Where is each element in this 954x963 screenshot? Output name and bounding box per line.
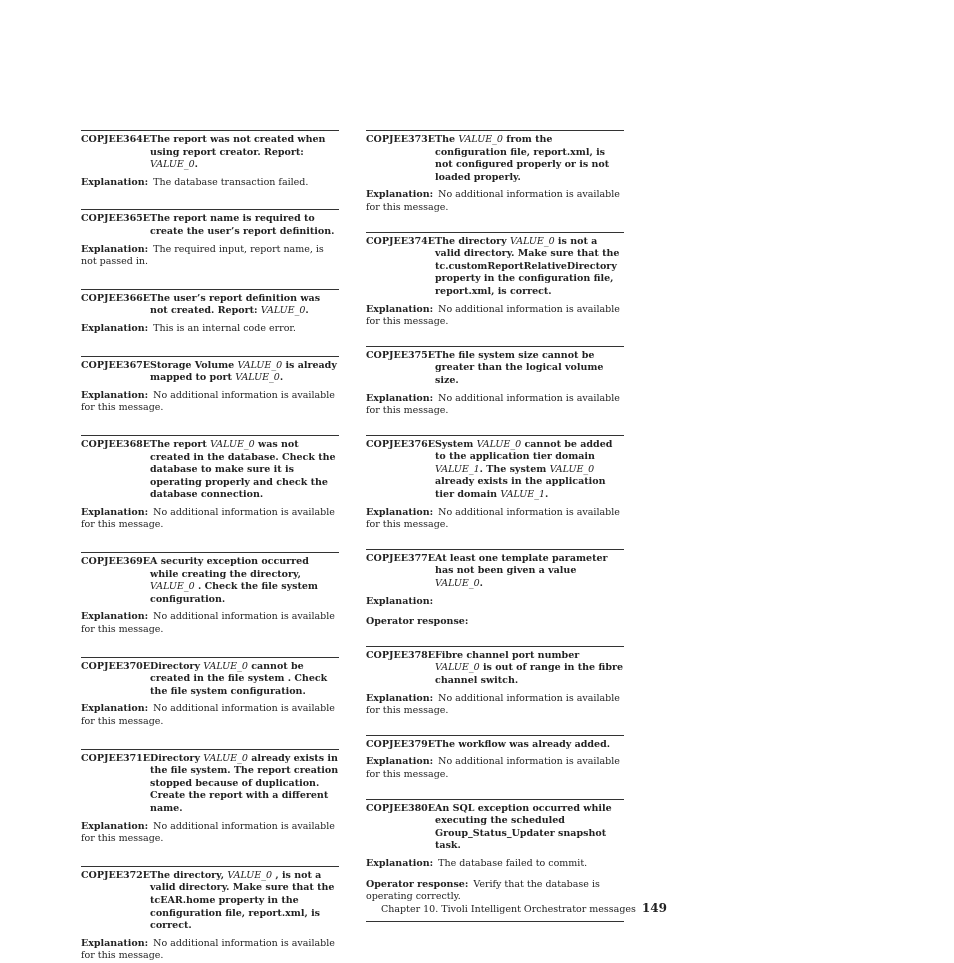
explanation-label: Explanation: bbox=[81, 611, 149, 623]
message-variable: VALUE_0 bbox=[210, 438, 255, 450]
message-fragment: was not created in the database. Check the database to make sure it is operating properly and check the database connection. bbox=[150, 438, 336, 501]
message-variable: VALUE_0 bbox=[458, 134, 503, 145]
message-header bbox=[366, 650, 624, 688]
message-entry bbox=[81, 866, 339, 963]
explanation-label: Explanation: bbox=[366, 756, 434, 768]
message-variable: VALUE_0 bbox=[237, 359, 283, 371]
explanation-label: Explanation: bbox=[366, 506, 434, 518]
explanation-text: The required input, report name, is not passed in. bbox=[81, 243, 324, 268]
message-header bbox=[366, 236, 624, 299]
message-fragment: from the configuration file, report.xml, is not configured properly or is not loaded properly. bbox=[435, 134, 610, 183]
explanation-text: The database transaction failed. bbox=[153, 176, 309, 188]
explanation-label: Explanation: bbox=[81, 243, 149, 255]
message-fragment: The directory bbox=[435, 235, 511, 247]
operator-response bbox=[366, 879, 624, 904]
message-text bbox=[150, 870, 339, 933]
message-text bbox=[150, 661, 339, 699]
message-variable: VALUE_1 bbox=[500, 489, 546, 501]
message-fragment: The workflow was already added. bbox=[435, 738, 611, 750]
message-header bbox=[81, 753, 339, 816]
explanation-text: The database failed to commit. bbox=[438, 857, 588, 869]
message-variable: VALUE_0 bbox=[203, 660, 248, 672]
explanation bbox=[366, 393, 624, 418]
message-fragment: An SQL exception occurred while executing the scheduled Group_Status_Updater snapshot task. bbox=[435, 802, 612, 852]
message-fragment: Fibre channel port number bbox=[435, 649, 580, 661]
message-fragment: The file system size cannot be greater than the logical volume size. bbox=[435, 349, 604, 386]
message-header bbox=[81, 870, 339, 933]
message-entry bbox=[81, 356, 339, 435]
explanation-label: Explanation: bbox=[81, 506, 149, 518]
message-entry bbox=[81, 289, 339, 356]
operator-response bbox=[366, 616, 624, 629]
message-entry bbox=[81, 435, 339, 552]
right-column bbox=[366, 130, 624, 922]
message-variable: VALUE_0 bbox=[150, 581, 195, 593]
explanation bbox=[366, 189, 624, 214]
page-number: 149 bbox=[641, 901, 667, 915]
explanation bbox=[81, 703, 339, 728]
message-variable: VALUE_0 bbox=[510, 235, 555, 247]
explanation-label: Explanation: bbox=[81, 176, 149, 188]
explanation bbox=[81, 821, 339, 846]
explanation-label: Explanation: bbox=[81, 703, 149, 715]
message-entry bbox=[366, 646, 624, 735]
message-text bbox=[435, 134, 624, 184]
operator-response-label: Operator response: bbox=[366, 616, 469, 628]
message-fragment: The report bbox=[150, 438, 211, 450]
message-fragment: cannot be added to the application tier domain bbox=[435, 438, 613, 463]
message-entry bbox=[366, 435, 624, 549]
explanation-label: Explanation: bbox=[366, 392, 434, 404]
message-text bbox=[435, 439, 624, 502]
message-entry bbox=[366, 549, 624, 646]
explanation bbox=[366, 693, 624, 718]
explanation bbox=[81, 244, 339, 269]
explanation-label: Explanation: bbox=[81, 389, 149, 401]
message-code: COPJEE367E bbox=[81, 359, 151, 371]
message-header bbox=[366, 134, 624, 184]
explanation-text: No additional information is available for this message. bbox=[81, 937, 335, 962]
page-footer bbox=[381, 901, 667, 916]
explanation bbox=[366, 507, 624, 532]
message-header bbox=[81, 293, 339, 318]
message-code: COPJEE369E bbox=[81, 556, 151, 568]
message-header bbox=[81, 556, 339, 606]
message-text bbox=[150, 556, 339, 606]
explanation bbox=[81, 938, 339, 963]
message-header bbox=[366, 803, 624, 853]
message-entry bbox=[366, 735, 624, 799]
message-code: COPJEE373E bbox=[366, 134, 436, 145]
message-code: COPJEE374E bbox=[366, 235, 436, 247]
message-fragment: . bbox=[545, 489, 549, 501]
explanation-text: No additional information is available for this message. bbox=[366, 303, 620, 328]
message-text bbox=[150, 213, 339, 238]
explanation-text: No additional information is available for this message. bbox=[366, 392, 620, 417]
message-fragment: At least one template parameter has not been given a value bbox=[435, 552, 608, 577]
message-fragment: cannot be created in the file system . Check the file system configuration. bbox=[150, 660, 328, 697]
message-text bbox=[435, 236, 624, 299]
message-code: COPJEE377E bbox=[366, 552, 436, 564]
message-entry bbox=[81, 130, 339, 209]
operator-response-text: Verify that the database is operating correctly. bbox=[366, 878, 600, 903]
message-entry bbox=[366, 346, 624, 435]
message-code: COPJEE366E bbox=[81, 292, 151, 304]
message-entry bbox=[366, 232, 624, 346]
message-code: COPJEE371E bbox=[81, 752, 151, 764]
message-fragment: . bbox=[305, 305, 309, 317]
explanation-text: No additional information is available for this message. bbox=[366, 189, 620, 213]
explanation-label: Explanation: bbox=[81, 322, 149, 334]
message-header bbox=[366, 553, 624, 591]
explanation-text: No additional information is available for this message. bbox=[81, 611, 335, 636]
message-fragment: . bbox=[479, 578, 483, 590]
message-header bbox=[366, 350, 624, 388]
message-fragment: A security exception occurred while creating the directory, bbox=[150, 556, 309, 580]
message-entry bbox=[81, 209, 339, 288]
explanation-text: No additional information is available for this message. bbox=[81, 703, 335, 727]
explanation bbox=[81, 390, 339, 415]
message-code: COPJEE365E bbox=[81, 213, 151, 225]
explanation bbox=[81, 611, 339, 636]
message-code: COPJEE379E bbox=[366, 738, 436, 750]
message-text bbox=[435, 650, 624, 688]
explanation-text: No additional information is available for this message. bbox=[81, 506, 335, 531]
explanation-text: This is an internal code error. bbox=[153, 322, 296, 334]
message-variable: VALUE_0 bbox=[435, 662, 480, 674]
message-variable: VALUE_0 bbox=[203, 752, 248, 764]
message-text bbox=[150, 439, 339, 502]
message-entry bbox=[81, 657, 339, 749]
explanation-text: No additional information is available for this message. bbox=[81, 389, 335, 414]
message-header bbox=[366, 739, 624, 752]
footer-chapter: Chapter 10. Tivoli Intelligent Orchestrator messages bbox=[381, 904, 636, 915]
message-fragment: . bbox=[194, 159, 198, 171]
message-header bbox=[81, 439, 339, 502]
explanation-label: Explanation: bbox=[81, 937, 149, 949]
explanation bbox=[81, 323, 339, 336]
message-fragment: The user’s report definition was not created. Report: bbox=[150, 292, 321, 317]
message-fragment: System bbox=[435, 438, 477, 450]
message-text bbox=[150, 134, 339, 172]
explanation bbox=[366, 756, 624, 781]
message-text bbox=[435, 553, 624, 591]
message-variable: VALUE_1 bbox=[435, 463, 480, 475]
explanation bbox=[366, 858, 624, 871]
message-code: COPJEE376E bbox=[366, 438, 436, 450]
message-entry bbox=[366, 130, 624, 232]
message-code: COPJEE364E bbox=[81, 134, 151, 145]
message-header bbox=[81, 661, 339, 699]
message-fragment: The directory, bbox=[150, 869, 228, 881]
explanation bbox=[366, 304, 624, 329]
message-fragment: The report was not created when using report creator. Report: bbox=[150, 134, 326, 158]
explanation-label: Explanation: bbox=[366, 189, 434, 201]
message-header bbox=[81, 134, 339, 172]
message-text bbox=[150, 360, 339, 385]
message-fragment: Directory bbox=[150, 752, 204, 764]
message-fragment: is already mapped to port bbox=[150, 359, 337, 384]
message-variable: VALUE_0 bbox=[150, 159, 195, 171]
end-rule bbox=[366, 921, 624, 922]
message-fragment: Storage Volume bbox=[150, 359, 238, 371]
message-code: COPJEE372E bbox=[81, 869, 151, 881]
message-variable: VALUE_0 bbox=[549, 463, 595, 475]
message-fragment: The report name is required to create the user’s report definition. bbox=[150, 213, 335, 237]
operator-response-label: Operator response: bbox=[366, 878, 469, 890]
message-fragment: . bbox=[279, 372, 284, 384]
message-fragment: already exists in the application tier domain bbox=[435, 476, 606, 501]
explanation-label: Explanation: bbox=[366, 692, 434, 704]
message-text bbox=[150, 753, 339, 816]
message-header bbox=[81, 213, 339, 238]
message-variable: VALUE_0 bbox=[476, 438, 522, 450]
explanation-text: No additional information is available for this message. bbox=[366, 506, 620, 531]
explanation-text: No additional information is available for this message. bbox=[366, 692, 620, 717]
message-code: COPJEE368E bbox=[81, 438, 151, 450]
message-fragment: already exists in the file system. The report creation stopped because of duplication. Create the report with a different name. bbox=[150, 752, 339, 814]
message-fragment: Directory bbox=[150, 660, 204, 672]
explanation-label: Explanation: bbox=[366, 595, 434, 607]
explanation bbox=[366, 596, 624, 609]
message-code: COPJEE380E bbox=[366, 802, 436, 814]
explanation bbox=[81, 177, 339, 190]
message-fragment: is not a valid directory. Make sure that the tc.customReportRelativeDirectory property in the configuration file, report.xml, is correct. bbox=[435, 235, 620, 297]
message-fragment: , is not a valid directory. Make sure that the tcEAR.home property in the configuration file, report.xml, is correct. bbox=[150, 869, 335, 932]
explanation-text: No additional information is available for this message. bbox=[366, 756, 620, 780]
left-column bbox=[81, 130, 339, 963]
message-text bbox=[435, 350, 624, 388]
message-fragment: . The system bbox=[479, 463, 550, 475]
message-variable: VALUE_0 bbox=[260, 305, 306, 317]
message-code: COPJEE375E bbox=[366, 349, 436, 361]
message-variable: VALUE_0 bbox=[235, 372, 280, 384]
explanation-text: No additional information is available for this message. bbox=[81, 820, 335, 845]
explanation bbox=[81, 507, 339, 532]
message-text bbox=[435, 803, 624, 853]
message-header bbox=[366, 439, 624, 502]
message-fragment: The bbox=[435, 134, 459, 145]
message-text bbox=[150, 293, 339, 318]
message-variable: VALUE_0 bbox=[227, 869, 273, 881]
message-fragment: . Check the file system configuration. bbox=[150, 581, 318, 605]
message-fragment: is out of range in the fibre channel switch. bbox=[435, 662, 624, 686]
message-variable: VALUE_0 bbox=[435, 578, 480, 590]
explanation-label: Explanation: bbox=[366, 857, 434, 869]
explanation-label: Explanation: bbox=[81, 820, 149, 832]
message-header bbox=[81, 360, 339, 385]
message-code: COPJEE378E bbox=[366, 649, 436, 661]
message-entry bbox=[81, 749, 339, 866]
message-text bbox=[435, 739, 624, 752]
message-entry bbox=[81, 552, 339, 657]
explanation-label: Explanation: bbox=[366, 303, 434, 315]
message-code: COPJEE370E bbox=[81, 660, 151, 672]
